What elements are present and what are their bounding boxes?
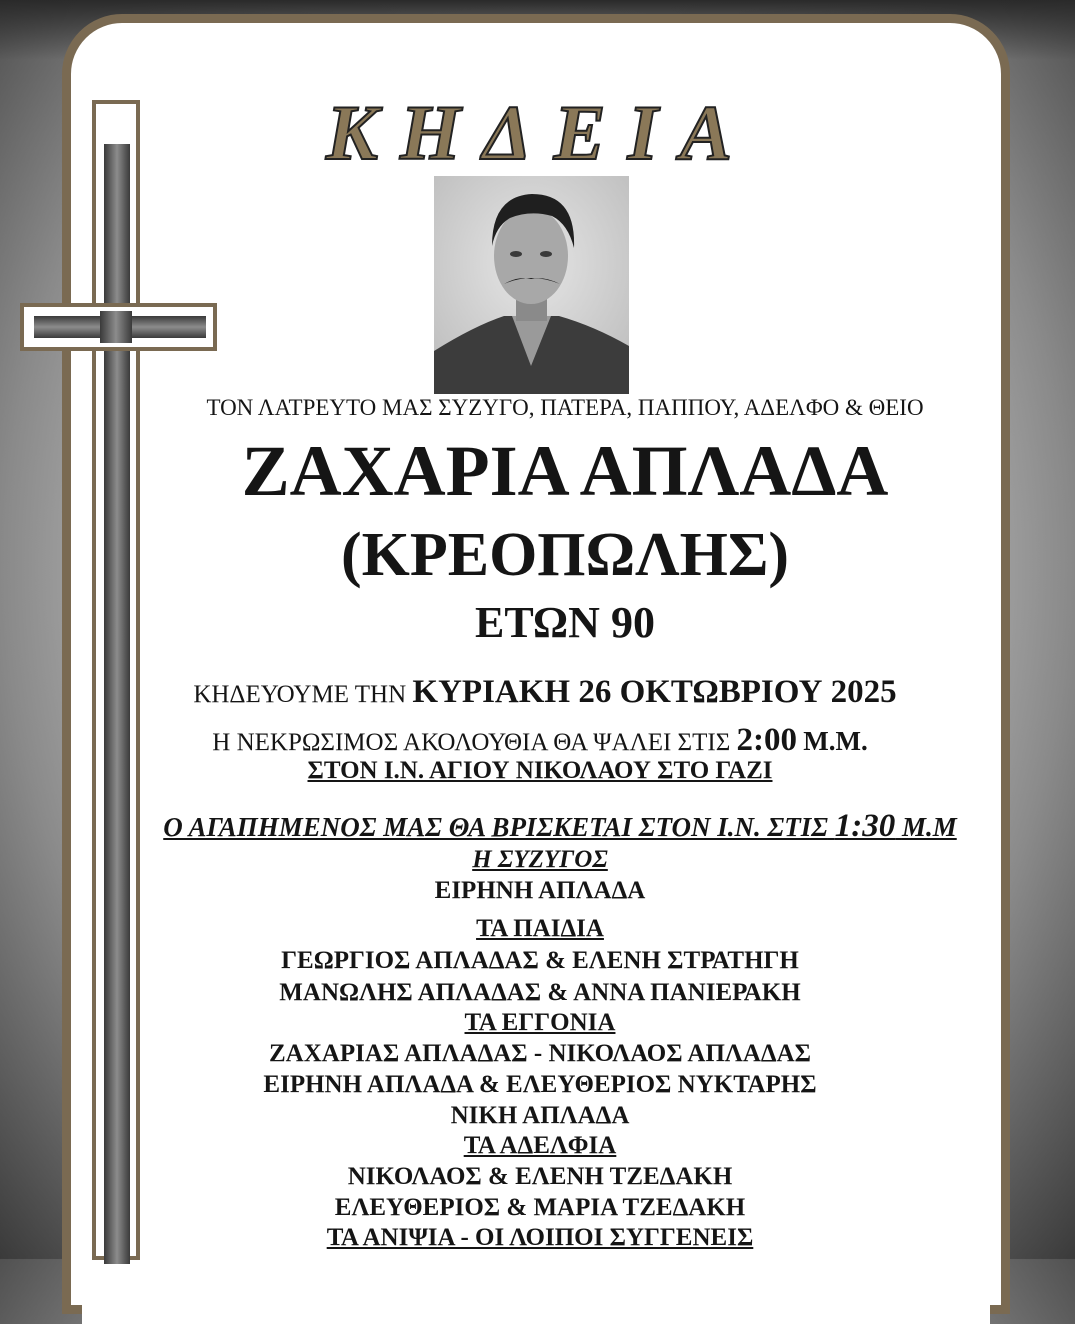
deceased-occupation: (ΚΡΕΟΠΩΛΗΣ) [340,521,790,589]
service-time: 2:00 [736,722,798,758]
grandchild-line: ΝΙΚΗ ΑΠΛΑΔΑ [450,1102,630,1129]
arrival-suffix: Μ.Μ [901,812,957,842]
funeral-date-prefix: ΚΗΔΕΥΟΥΜΕ ΤΗΝ [193,681,407,708]
grandchild-line: ΖΑΧΑΡΙΑΣ ΑΠΛΑΔΑΣ - ΝΙΚΟΛΑΟΣ ΑΠΛΑΔΑΣ [269,1040,811,1067]
service-prefix: Η ΝΕΚΡΩΣΙΜΟΣ ΑΚΟΛΟΥΘΙΑ ΘΑ ΨΑΛΕΙ ΣΤΙΣ [212,729,731,756]
church-location: ΣΤΟΝ Ι.Ν. ΑΓΙΟΥ ΝΙΚΟΛΑΟΥ ΣΤΟ ΓΑΖΙ [307,757,773,784]
spouse-header: Η ΣΥΖΥΓΟΣ [472,846,608,873]
child-line: ΜΑΝΩΛΗΣ ΑΠΛΑΔΑΣ & ΑΝΝΑ ΠΑΝΙΕΡΑΚΗ [279,979,801,1006]
notice-subtitle: ΤΟΝ ΛΑΤΡΕΥΤΟ ΜΑΣ ΣΥΖΥΓΟ, ΠΑΤΕΡΑ, ΠΑΠΠΟΥ, ΑΔΕΛΦΟ & ΘΕΙΟ [206,395,924,420]
sibling-line: ΕΛΕΥΘΕΡΙΟΣ & ΜΑΡΙΑ ΤΖΕΔΑΚΗ [334,1194,746,1221]
deceased-age: ΕΤΩΝ 90 [475,598,655,647]
children-header: ΤΑ ΠΑΙΔΙΑ [476,915,604,942]
funeral-date: ΚΥΡΙΑΚΗ 26 ΟΚΤΩΒΡΙΟΥ 2025 [412,674,897,710]
service-suffix: Μ.Μ. [803,726,868,756]
notice-title: ΚΗΔΕΙΑ [325,89,754,176]
portrait-photo [434,176,629,394]
other-relatives: ΤΑ ΑΝΙΨΙΑ - ΟΙ ΛΟΙΠΟΙ ΣΥΓΓΕΝΕΙΣ [326,1224,754,1251]
siblings-header: ΤΑ ΑΔΕΛΦΙΑ [463,1132,617,1159]
spouse-name: ΕΙΡΗΝΗ ΑΠΛΑΔΑ [434,877,646,904]
funeral-date-line [130,674,960,711]
grandchildren-header: ΤΑ ΕΓΓΟΝΙΑ [464,1009,616,1036]
child-line: ΓΕΩΡΓΙΟΣ ΑΠΛΑΔΑΣ & ΕΛΕΝΗ ΣΤΡΑΤΗΓΗ [281,947,799,974]
deceased-name: ΖΑΧΑΡΙΑ ΑΠΛΑΔΑ [241,431,889,511]
arrival-time: 1:30 [834,808,896,844]
grandchild-line: ΕΙΡΗΝΗ ΑΠΛΑΔΑ & ΕΛΕΥΘΕΡΙΟΣ ΝΥΚΤΑΡΗΣ [263,1071,817,1098]
arrival-prefix: Ο ΑΓΑΠΗΜΕΝΟΣ ΜΑΣ ΘΑ ΒΡΙΣΚΕΤΑΙ ΣΤΟΝ Ι.Ν. ΣΤΙΣ [163,812,828,842]
service-time-line [125,722,955,759]
arrival-line [145,808,975,845]
cross-center [100,311,132,343]
sibling-line: ΝΙΚΟΛΑΟΣ & ΕΛΕΝΗ ΤΖΕΔΑΚΗ [347,1163,733,1190]
